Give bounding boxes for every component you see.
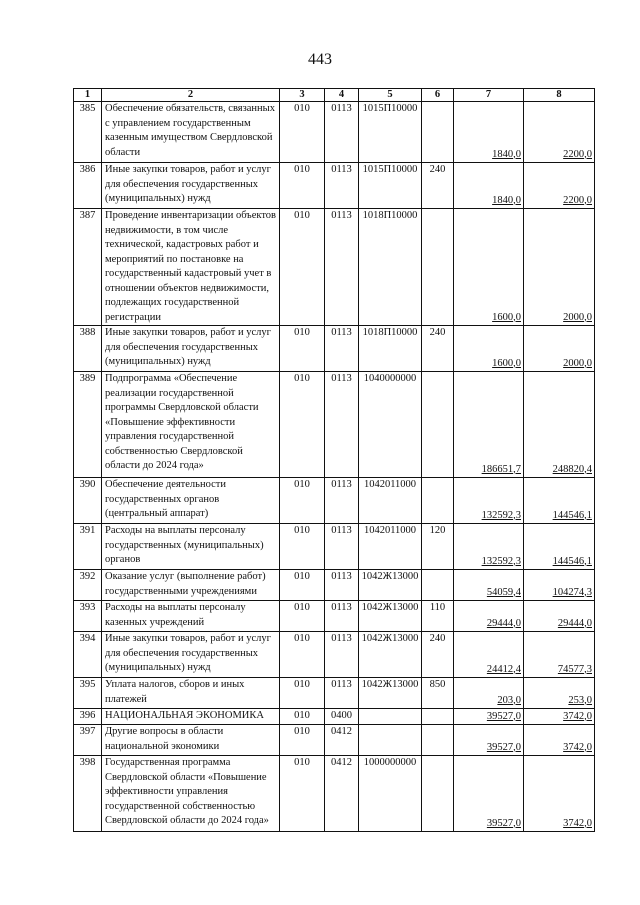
row-code-cell: 010 — [280, 632, 325, 678]
row-name-cell: Расходы на выплаты персоналу казенных учреждений — [102, 601, 280, 632]
row-target-article-cell: 1042Ж13000 — [359, 678, 422, 709]
table-row — [74, 326, 595, 372]
row-amount-2023-cell: 1840,0 — [454, 163, 524, 209]
row-name-cell: Иные закупки товаров, работ и услуг для обеспечения государственных (муниципальных) нужд — [102, 632, 280, 678]
budget-table — [73, 88, 595, 832]
row-expense-type-cell: 850 — [422, 678, 454, 709]
row-number-cell: 388 — [74, 326, 102, 372]
row-amount-2024-cell: 74577,3 — [524, 632, 595, 678]
row-number-cell: 394 — [74, 632, 102, 678]
table-header-row — [74, 89, 595, 102]
table-row — [74, 524, 595, 570]
table-row — [74, 570, 595, 601]
row-section-cell: 0113 — [325, 678, 359, 709]
row-name-cell: Обеспечение обязательств, связанных с управлением государственным казенным имуществом Свердловской области — [102, 102, 280, 163]
row-number-cell: 391 — [74, 524, 102, 570]
table-row — [74, 725, 595, 756]
row-number-cell: 385 — [74, 102, 102, 163]
row-number-cell: 397 — [74, 725, 102, 756]
row-number-cell: 387 — [74, 209, 102, 326]
row-amount-2023-cell: 24412,4 — [454, 632, 524, 678]
row-amount-2024-cell: 104274,3 — [524, 570, 595, 601]
row-code-cell: 010 — [280, 163, 325, 209]
row-name-cell: Иные закупки товаров, работ и услуг для обеспечения государственных (муниципальных) нужд — [102, 326, 280, 372]
row-target-article-cell — [359, 725, 422, 756]
table-row — [74, 209, 595, 326]
row-code-cell: 010 — [280, 725, 325, 756]
row-code-cell: 010 — [280, 756, 325, 832]
row-code-cell: 010 — [280, 570, 325, 601]
row-target-article-cell: 1042011000 — [359, 524, 422, 570]
row-code-cell: 010 — [280, 372, 325, 478]
row-amount-2024-cell: 3742,0 — [524, 756, 595, 832]
row-name-cell: Подпрограмма «Обеспечение реализации государственной программы Свердловской области «Повышение эффективности управления государственной собственностью Свердловской области до 2024 года» — [102, 372, 280, 478]
table-row — [74, 102, 595, 163]
row-target-article-cell: 1040000000 — [359, 372, 422, 478]
row-section-cell: 0113 — [325, 601, 359, 632]
row-section-cell: 0113 — [325, 524, 359, 570]
row-target-article-cell: 1042Ж13000 — [359, 601, 422, 632]
row-amount-2023-cell: 54059,4 — [454, 570, 524, 601]
row-name-cell: Расходы на выплаты персоналу государственных (муниципальных) органов — [102, 524, 280, 570]
row-expense-type-cell: 120 — [422, 524, 454, 570]
row-amount-2024-cell: 29444,0 — [524, 601, 595, 632]
row-expense-type-cell — [422, 725, 454, 756]
row-number-cell: 396 — [74, 709, 102, 725]
header-col-2: 2 — [102, 89, 280, 102]
row-expense-type-cell — [422, 372, 454, 478]
row-name-cell: Уплата налогов, сборов и иных платежей — [102, 678, 280, 709]
row-section-cell: 0412 — [325, 756, 359, 832]
row-target-article-cell: 1015П10000 — [359, 102, 422, 163]
row-expense-type-cell: 240 — [422, 632, 454, 678]
table-row — [74, 372, 595, 478]
row-number-cell: 386 — [74, 163, 102, 209]
row-number-cell: 390 — [74, 478, 102, 524]
row-name-cell: Проведение инвентаризации объектов недвижимости, в том числе технической, кадастровых работ и мероприятий по постановке на государственный кадастровый учет в отношении объектов недвижимости, подлежащих государственной регистрации — [102, 209, 280, 326]
row-amount-2023-cell: 39527,0 — [454, 709, 524, 725]
row-name-cell: Обеспечение деятельности государственных органов (центральный аппарат) — [102, 478, 280, 524]
row-number-cell: 393 — [74, 601, 102, 632]
row-amount-2023-cell: 186651,7 — [454, 372, 524, 478]
row-section-cell: 0113 — [325, 102, 359, 163]
row-section-cell: 0113 — [325, 209, 359, 326]
header-col-5: 5 — [359, 89, 422, 102]
row-expense-type-cell — [422, 709, 454, 725]
row-section-cell: 0113 — [325, 163, 359, 209]
row-expense-type-cell: 240 — [422, 326, 454, 372]
row-code-cell: 010 — [280, 709, 325, 725]
table-row — [74, 478, 595, 524]
table-row — [74, 756, 595, 832]
row-code-cell: 010 — [280, 209, 325, 326]
row-amount-2023-cell: 39527,0 — [454, 725, 524, 756]
row-section-cell: 0113 — [325, 372, 359, 478]
row-amount-2023-cell: 39527,0 — [454, 756, 524, 832]
row-amount-2024-cell: 2000,0 — [524, 326, 595, 372]
row-target-article-cell: 1018П10000 — [359, 326, 422, 372]
row-expense-type-cell — [422, 209, 454, 326]
row-target-article-cell: 1042Ж13000 — [359, 632, 422, 678]
row-amount-2024-cell: 2200,0 — [524, 163, 595, 209]
row-name-cell: НАЦИОНАЛЬНАЯ ЭКОНОМИКА — [102, 709, 280, 725]
row-name-cell: Иные закупки товаров, работ и услуг для обеспечения государственных (муниципальных) нужд — [102, 163, 280, 209]
row-amount-2023-cell: 203,0 — [454, 678, 524, 709]
row-section-cell: 0113 — [325, 570, 359, 601]
row-name-cell: Оказание услуг (выполнение работ) государственными учреждениями — [102, 570, 280, 601]
row-target-article-cell: 1000000000 — [359, 756, 422, 832]
row-expense-type-cell: 240 — [422, 163, 454, 209]
row-expense-type-cell: 110 — [422, 601, 454, 632]
row-expense-type-cell — [422, 570, 454, 601]
row-amount-2024-cell: 253,0 — [524, 678, 595, 709]
row-section-cell: 0400 — [325, 709, 359, 725]
row-amount-2023-cell: 132592,3 — [454, 478, 524, 524]
row-amount-2024-cell: 3742,0 — [524, 709, 595, 725]
header-col-7: 7 — [454, 89, 524, 102]
table-row — [74, 163, 595, 209]
header-col-3: 3 — [280, 89, 325, 102]
row-amount-2023-cell: 132592,3 — [454, 524, 524, 570]
table-row — [74, 709, 595, 725]
row-target-article-cell: 1015П10000 — [359, 163, 422, 209]
row-section-cell: 0412 — [325, 725, 359, 756]
row-section-cell: 0113 — [325, 326, 359, 372]
row-amount-2023-cell: 1600,0 — [454, 209, 524, 326]
row-amount-2023-cell: 1840,0 — [454, 102, 524, 163]
row-code-cell: 010 — [280, 326, 325, 372]
table-row — [74, 601, 595, 632]
row-amount-2024-cell: 2000,0 — [524, 209, 595, 326]
table-row — [74, 632, 595, 678]
row-number-cell: 389 — [74, 372, 102, 478]
header-col-6: 6 — [422, 89, 454, 102]
table-row — [74, 678, 595, 709]
row-amount-2023-cell: 1600,0 — [454, 326, 524, 372]
row-number-cell: 398 — [74, 756, 102, 832]
row-name-cell: Другие вопросы в области национальной экономики — [102, 725, 280, 756]
row-expense-type-cell — [422, 478, 454, 524]
row-amount-2024-cell: 2200,0 — [524, 102, 595, 163]
row-code-cell: 010 — [280, 601, 325, 632]
row-amount-2024-cell: 248820,4 — [524, 372, 595, 478]
row-expense-type-cell — [422, 756, 454, 832]
row-section-cell: 0113 — [325, 632, 359, 678]
row-number-cell: 395 — [74, 678, 102, 709]
row-target-article-cell — [359, 709, 422, 725]
row-code-cell: 010 — [280, 678, 325, 709]
row-target-article-cell: 1042Ж13000 — [359, 570, 422, 601]
row-amount-2024-cell: 144546,1 — [524, 524, 595, 570]
header-col-8: 8 — [524, 89, 595, 102]
header-col-4: 4 — [325, 89, 359, 102]
row-amount-2023-cell: 29444,0 — [454, 601, 524, 632]
row-name-cell: Государственная программа Свердловской области «Повышение эффективности управления государственной собственностью Свердловской области до 2024 года» — [102, 756, 280, 832]
row-number-cell: 392 — [74, 570, 102, 601]
row-expense-type-cell — [422, 102, 454, 163]
row-code-cell: 010 — [280, 524, 325, 570]
table-body — [74, 102, 595, 832]
page-number: 443 — [308, 51, 332, 68]
row-code-cell: 010 — [280, 102, 325, 163]
row-amount-2024-cell: 3742,0 — [524, 725, 595, 756]
row-code-cell: 010 — [280, 478, 325, 524]
row-target-article-cell: 1018П10000 — [359, 209, 422, 326]
row-target-article-cell: 1042011000 — [359, 478, 422, 524]
header-col-1: 1 — [74, 89, 102, 102]
row-section-cell: 0113 — [325, 478, 359, 524]
row-amount-2024-cell: 144546,1 — [524, 478, 595, 524]
